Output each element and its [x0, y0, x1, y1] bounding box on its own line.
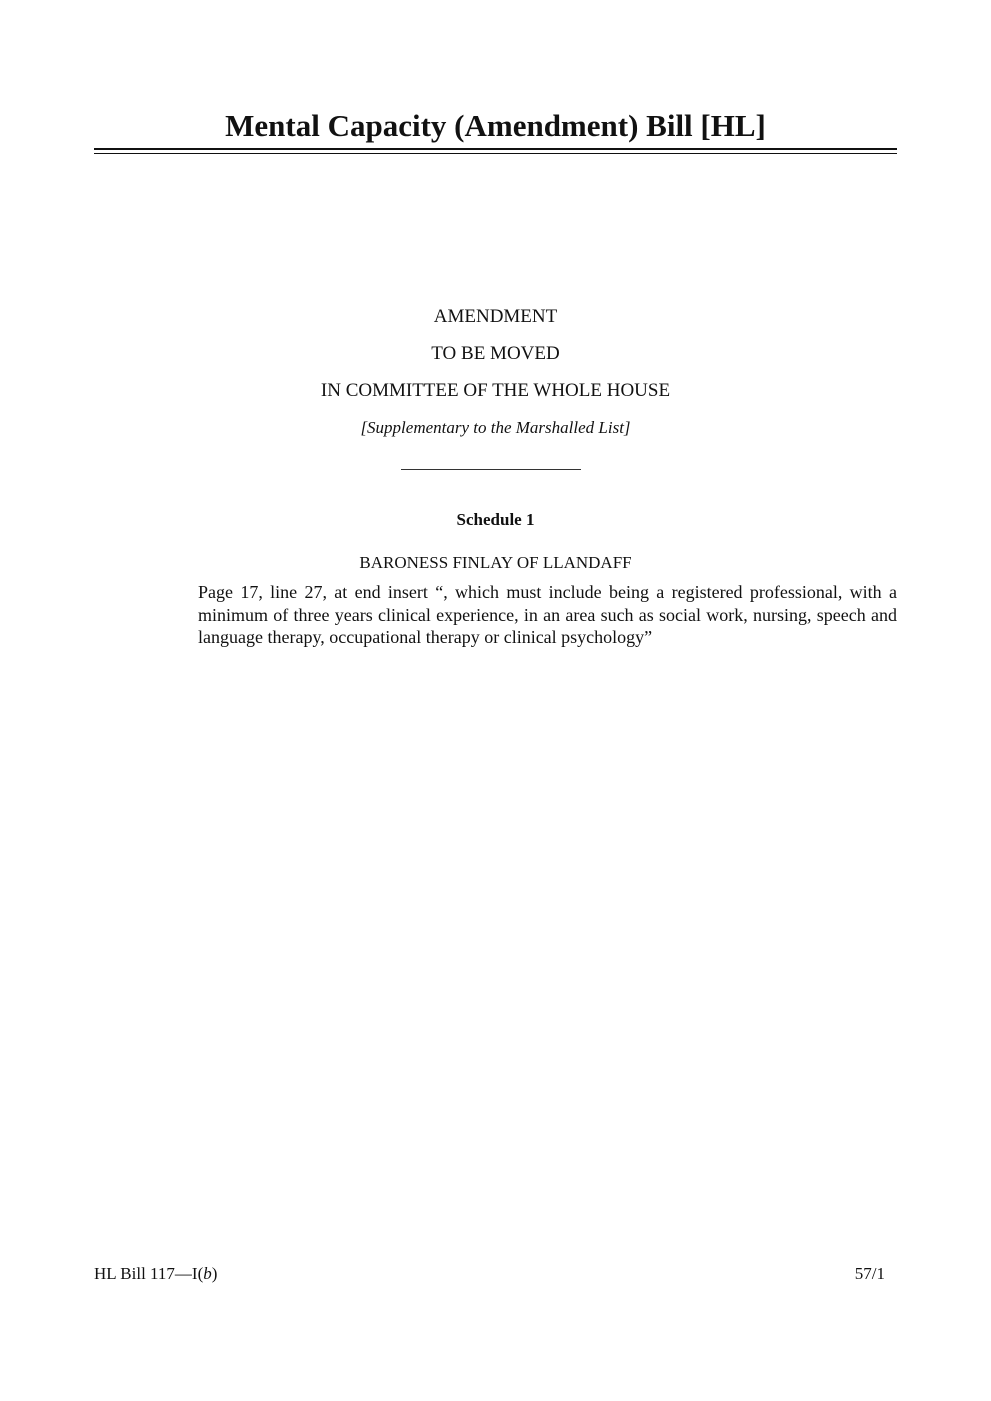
amendment-text: Page 17, line 27, at end insert “, which must include being a registered professional, with a minimum of three years clinical experience, in an area such as social work, nursing, speech and language therapy, occupational therapy or clinical psychology”	[198, 582, 897, 647]
title-rule-thick	[94, 148, 897, 150]
heading-amendment: AMENDMENT	[433, 306, 558, 327]
heading-to-be-moved: TO BE MOVED	[431, 343, 560, 364]
bill-reference	[94, 1264, 217, 1284]
bill-reference-prefix: HL Bill 117—I(	[94, 1264, 204, 1283]
document-title: Mental Capacity (Amendment) Bill [HL]	[225, 108, 766, 143]
heading-note: [Supplementary to the Marshalled List]	[360, 418, 631, 437]
bill-reference-suffix: )	[211, 1264, 218, 1283]
schedule-title: Schedule 1	[456, 510, 535, 529]
title-rule-thin	[94, 153, 897, 154]
heading-committee: IN COMMITTEE OF THE WHOLE HOUSE	[320, 380, 671, 401]
page-reference: 57/1	[854, 1264, 885, 1283]
bill-reference-italic: b	[203, 1264, 212, 1283]
amendment-mover: BARONESS FINLAY OF LLANDAFF	[359, 553, 632, 572]
section-divider	[401, 469, 581, 470]
